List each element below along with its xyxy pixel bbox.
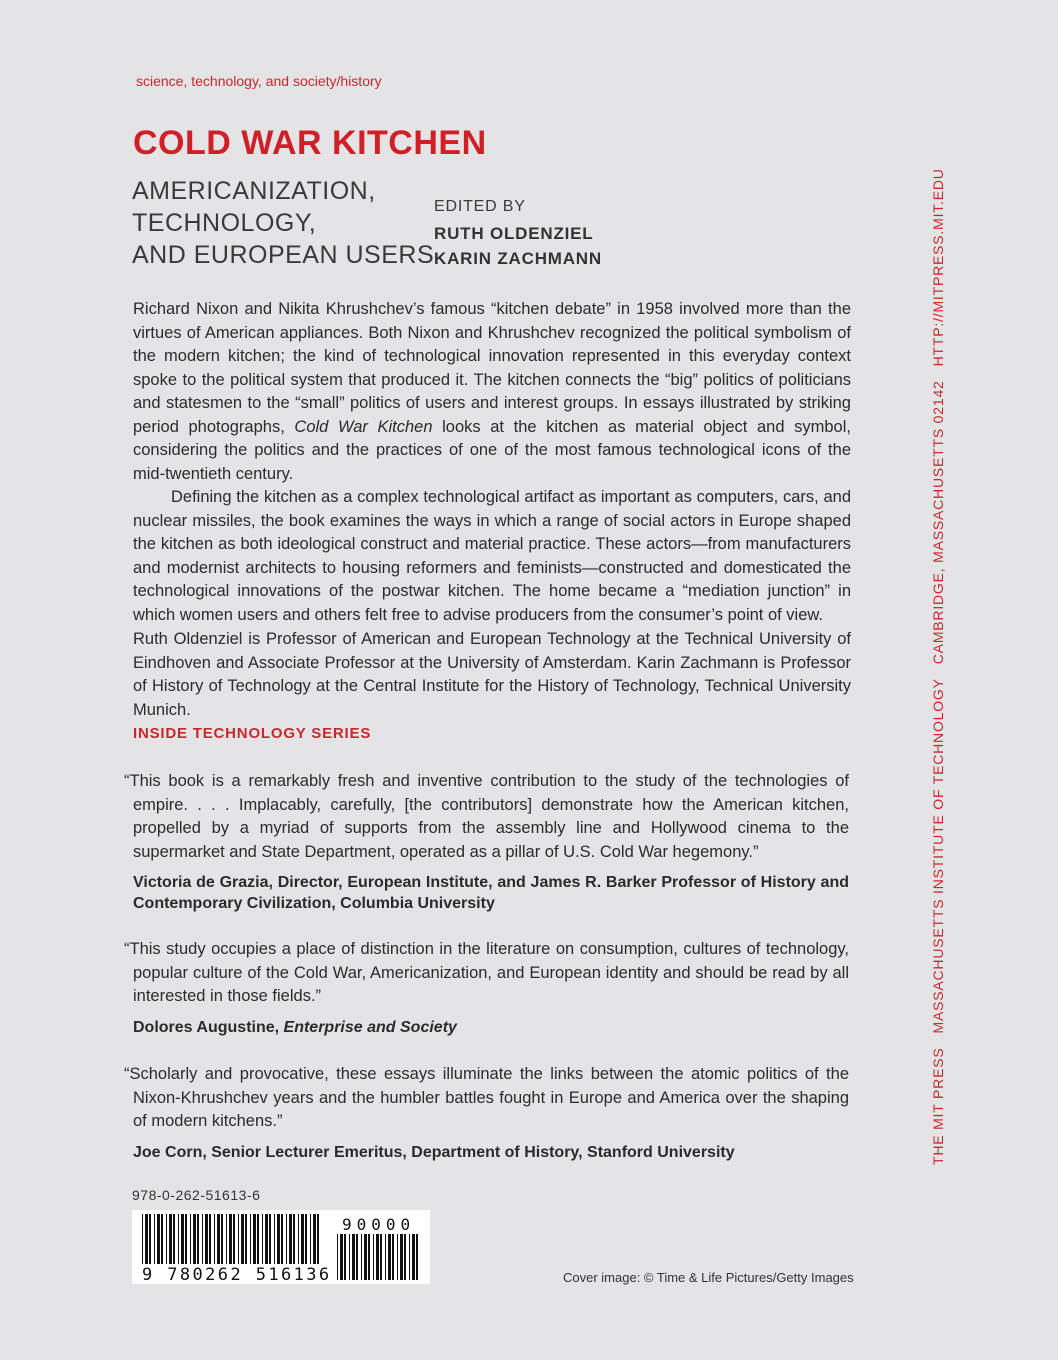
barcode-bar bbox=[217, 1214, 220, 1264]
barcode-bar bbox=[380, 1234, 382, 1280]
barcode-bar bbox=[181, 1214, 184, 1264]
barcode-bar bbox=[209, 1214, 211, 1264]
barcode-bar bbox=[409, 1234, 410, 1280]
barcode-bar bbox=[142, 1214, 143, 1264]
barcode-bar bbox=[173, 1214, 175, 1264]
barcode-bar bbox=[298, 1214, 299, 1264]
barcode-bar bbox=[404, 1234, 406, 1280]
barcode-bar bbox=[241, 1214, 244, 1264]
barcode-bar bbox=[205, 1214, 208, 1264]
barcode-bar bbox=[361, 1234, 362, 1280]
barcode-bar bbox=[376, 1234, 379, 1280]
isbn-number: 978-0-262-51613-6 bbox=[132, 1187, 261, 1203]
barcode-bar bbox=[185, 1214, 187, 1264]
quote-text: “This book is a remarkably fresh and inventive contribution to the study of the technologies of empire. . . . Implacably, carefully, [the contributors] demonstrate how the American kitchen, propelled by a myriad of supports from the assembly line and Hollywood cinema to the supermarket and State Department, operated as a pillar of U.S. Cold War hegemony.” bbox=[124, 772, 849, 861]
barcode-bar bbox=[385, 1234, 386, 1280]
barcode-bar bbox=[257, 1214, 259, 1264]
barcode-bar bbox=[269, 1214, 271, 1264]
barcode-bar bbox=[262, 1214, 263, 1264]
subtitle-line: AND EUROPEAN USERS bbox=[132, 241, 435, 269]
description-paragraph: Richard Nixon and Nikita Khrushchev’s famous “kitchen debate” in 1958 involved more than the virtues of American appliances. Both Nixon and Khrushchev recognized the political symbolism of the modern kitchen; the kind of technological innovation represented in this everyday context spoke to the political system that produced it. The kitchen connects the “big” politics of politicians and statesmen to the “small” politics of users and interest groups. In essays illustrated by striking period photographs, Cold War Kitchen looks at the kitchen as material object and symbol, considering the politics and the practices of one of the most famous technological icons of the mid-twentieth century. bbox=[133, 300, 851, 483]
edited-by-label: EDITED BY bbox=[434, 198, 526, 215]
barcode-bar bbox=[265, 1214, 268, 1264]
barcode-bar bbox=[245, 1214, 247, 1264]
quote-text: “This study occupies a place of distinction in the literature on consumption, cultures of technology, popular culture of the Cold War, Americanization, and European identity and should be read by all interested in those fields.” bbox=[124, 940, 849, 1005]
barcode-bar bbox=[356, 1234, 358, 1280]
book-subtitle bbox=[132, 175, 434, 271]
barcode-bar bbox=[344, 1234, 346, 1280]
barcode-bar bbox=[233, 1214, 235, 1264]
book-title: COLD WAR KITCHEN bbox=[133, 124, 487, 162]
barcode-bar bbox=[293, 1214, 295, 1264]
barcode-bar bbox=[349, 1234, 350, 1280]
barcode-bar bbox=[214, 1214, 215, 1264]
barcode-bar bbox=[253, 1214, 256, 1264]
barcode-bar bbox=[193, 1214, 196, 1264]
barcode-bars-main bbox=[142, 1214, 319, 1264]
barcode-bar bbox=[154, 1214, 155, 1264]
barcode-bar bbox=[229, 1214, 232, 1264]
barcode-bar bbox=[202, 1214, 203, 1264]
review-quote bbox=[124, 938, 849, 1038]
subtitle-line: AMERICANIZATION, bbox=[132, 177, 376, 205]
quote-text: “Scholarly and provocative, these essays illuminate the links between the atomic politics of the Nixon-Khrushchev years and the humbler battles fought in Europe and America over the shaping of modern kitchens.” bbox=[124, 1065, 849, 1130]
description-paragraph: Defining the kitchen as a complex technological artifact as important as computers, cars, and nuclear missiles, the book examines the ways in which a range of social actors in Europe shaped the kitchen as both ideological construct and material practice. These actors—from manufacturers and modernist architects to housing reformers and feminists—constructed and domesticated the technological innovations of the postwar kitchen. The home became a “mediation junction” in which women users and others felt free to advise producers from the consumer’s point of view. bbox=[133, 488, 851, 624]
review-quote bbox=[124, 770, 849, 914]
barcode-bar bbox=[397, 1234, 398, 1280]
barcode-bar bbox=[412, 1234, 415, 1280]
barcode bbox=[132, 1210, 430, 1284]
series-label: INSIDE TECHNOLOGY SERIES bbox=[133, 725, 372, 742]
barcode-bar bbox=[301, 1214, 304, 1264]
barcode-bar bbox=[161, 1214, 163, 1264]
editor-name: RUTH OLDENZIEL bbox=[434, 224, 594, 243]
barcode-bar bbox=[286, 1214, 287, 1264]
barcode-bar bbox=[197, 1214, 199, 1264]
barcode-bar bbox=[221, 1214, 223, 1264]
book-description bbox=[133, 298, 851, 627]
barcode-bar bbox=[157, 1214, 160, 1264]
barcode-bar bbox=[340, 1234, 343, 1280]
editor-name: KARIN ZACHMANN bbox=[434, 249, 602, 268]
quote-attribution: Dolores Augustine, Enterprise and Society bbox=[133, 1018, 457, 1036]
barcode-bar bbox=[289, 1214, 292, 1264]
barcode-bars-addon bbox=[337, 1234, 418, 1280]
publisher-location: CAMBRIDGE, MASSACHUSETTS 02142 bbox=[930, 380, 946, 665]
publisher-name: THE MIT PRESS bbox=[930, 1047, 946, 1165]
barcode-bar bbox=[313, 1214, 316, 1264]
barcode-bar bbox=[238, 1214, 239, 1264]
barcode-bar bbox=[149, 1214, 151, 1264]
barcode-bar bbox=[317, 1214, 319, 1264]
subtitle-line: TECHNOLOGY, bbox=[132, 209, 317, 237]
barcode-bar bbox=[373, 1234, 374, 1280]
book-title-italic: Cold War Kitchen bbox=[294, 417, 433, 436]
barcode-bar bbox=[277, 1214, 280, 1264]
barcode-bar bbox=[190, 1214, 191, 1264]
publisher-spine-text bbox=[930, 168, 946, 1165]
barcode-bar bbox=[250, 1214, 251, 1264]
barcode-digits-addon: 90000 bbox=[342, 1215, 416, 1234]
editors-block bbox=[434, 198, 602, 271]
barcode-bar bbox=[281, 1214, 283, 1264]
category-label: science, technology, and society/history bbox=[136, 73, 382, 89]
institute-name: MASSACHUSETTS INSTITUTE OF TECHNOLOGY bbox=[930, 678, 946, 1034]
editors-bio: Ruth Oldenziel is Professor of American and European Technology at the Technical University of Eindhoven and Associate Professor at the University of Amsterdam. Karin Zachmann is Professor of History of Technology at the Central Institute for the History of Technology, Technical University Munich. bbox=[133, 630, 851, 719]
barcode-bar bbox=[368, 1234, 370, 1280]
barcode-bar bbox=[169, 1214, 172, 1264]
barcode-bar bbox=[400, 1234, 403, 1280]
barcode-bar bbox=[388, 1234, 391, 1280]
barcode-bar bbox=[416, 1234, 418, 1280]
barcode-bar bbox=[310, 1214, 311, 1264]
barcode-graphic bbox=[132, 1210, 430, 1284]
publisher-url: HTTP://MITPRESS.MIT.EDU bbox=[930, 168, 946, 367]
barcode-bar bbox=[145, 1214, 148, 1264]
barcode-bar bbox=[337, 1234, 338, 1280]
review-quote bbox=[124, 1063, 849, 1163]
barcode-bar bbox=[226, 1214, 227, 1264]
publication-name: Enterprise and Society bbox=[283, 1018, 457, 1036]
barcode-digits-main: 9 780262 516136 bbox=[142, 1265, 332, 1284]
cover-credit: Cover image: © Time & Life Pictures/Getty Images bbox=[563, 1270, 854, 1285]
barcode-bar bbox=[352, 1234, 355, 1280]
quote-attribution: Joe Corn, Senior Lecturer Emeritus, Department of History, Stanford University bbox=[133, 1143, 735, 1161]
barcode-bar bbox=[364, 1234, 367, 1280]
barcode-bar bbox=[274, 1214, 275, 1264]
barcode-bar bbox=[305, 1214, 307, 1264]
barcode-bar bbox=[178, 1214, 179, 1264]
quote-attribution: Victoria de Grazia, Director, European Institute, and James R. Barker Professor of History and Contemporary Civilization, Columbia University bbox=[133, 874, 849, 912]
barcode-bar bbox=[166, 1214, 167, 1264]
barcode-bar bbox=[392, 1234, 394, 1280]
